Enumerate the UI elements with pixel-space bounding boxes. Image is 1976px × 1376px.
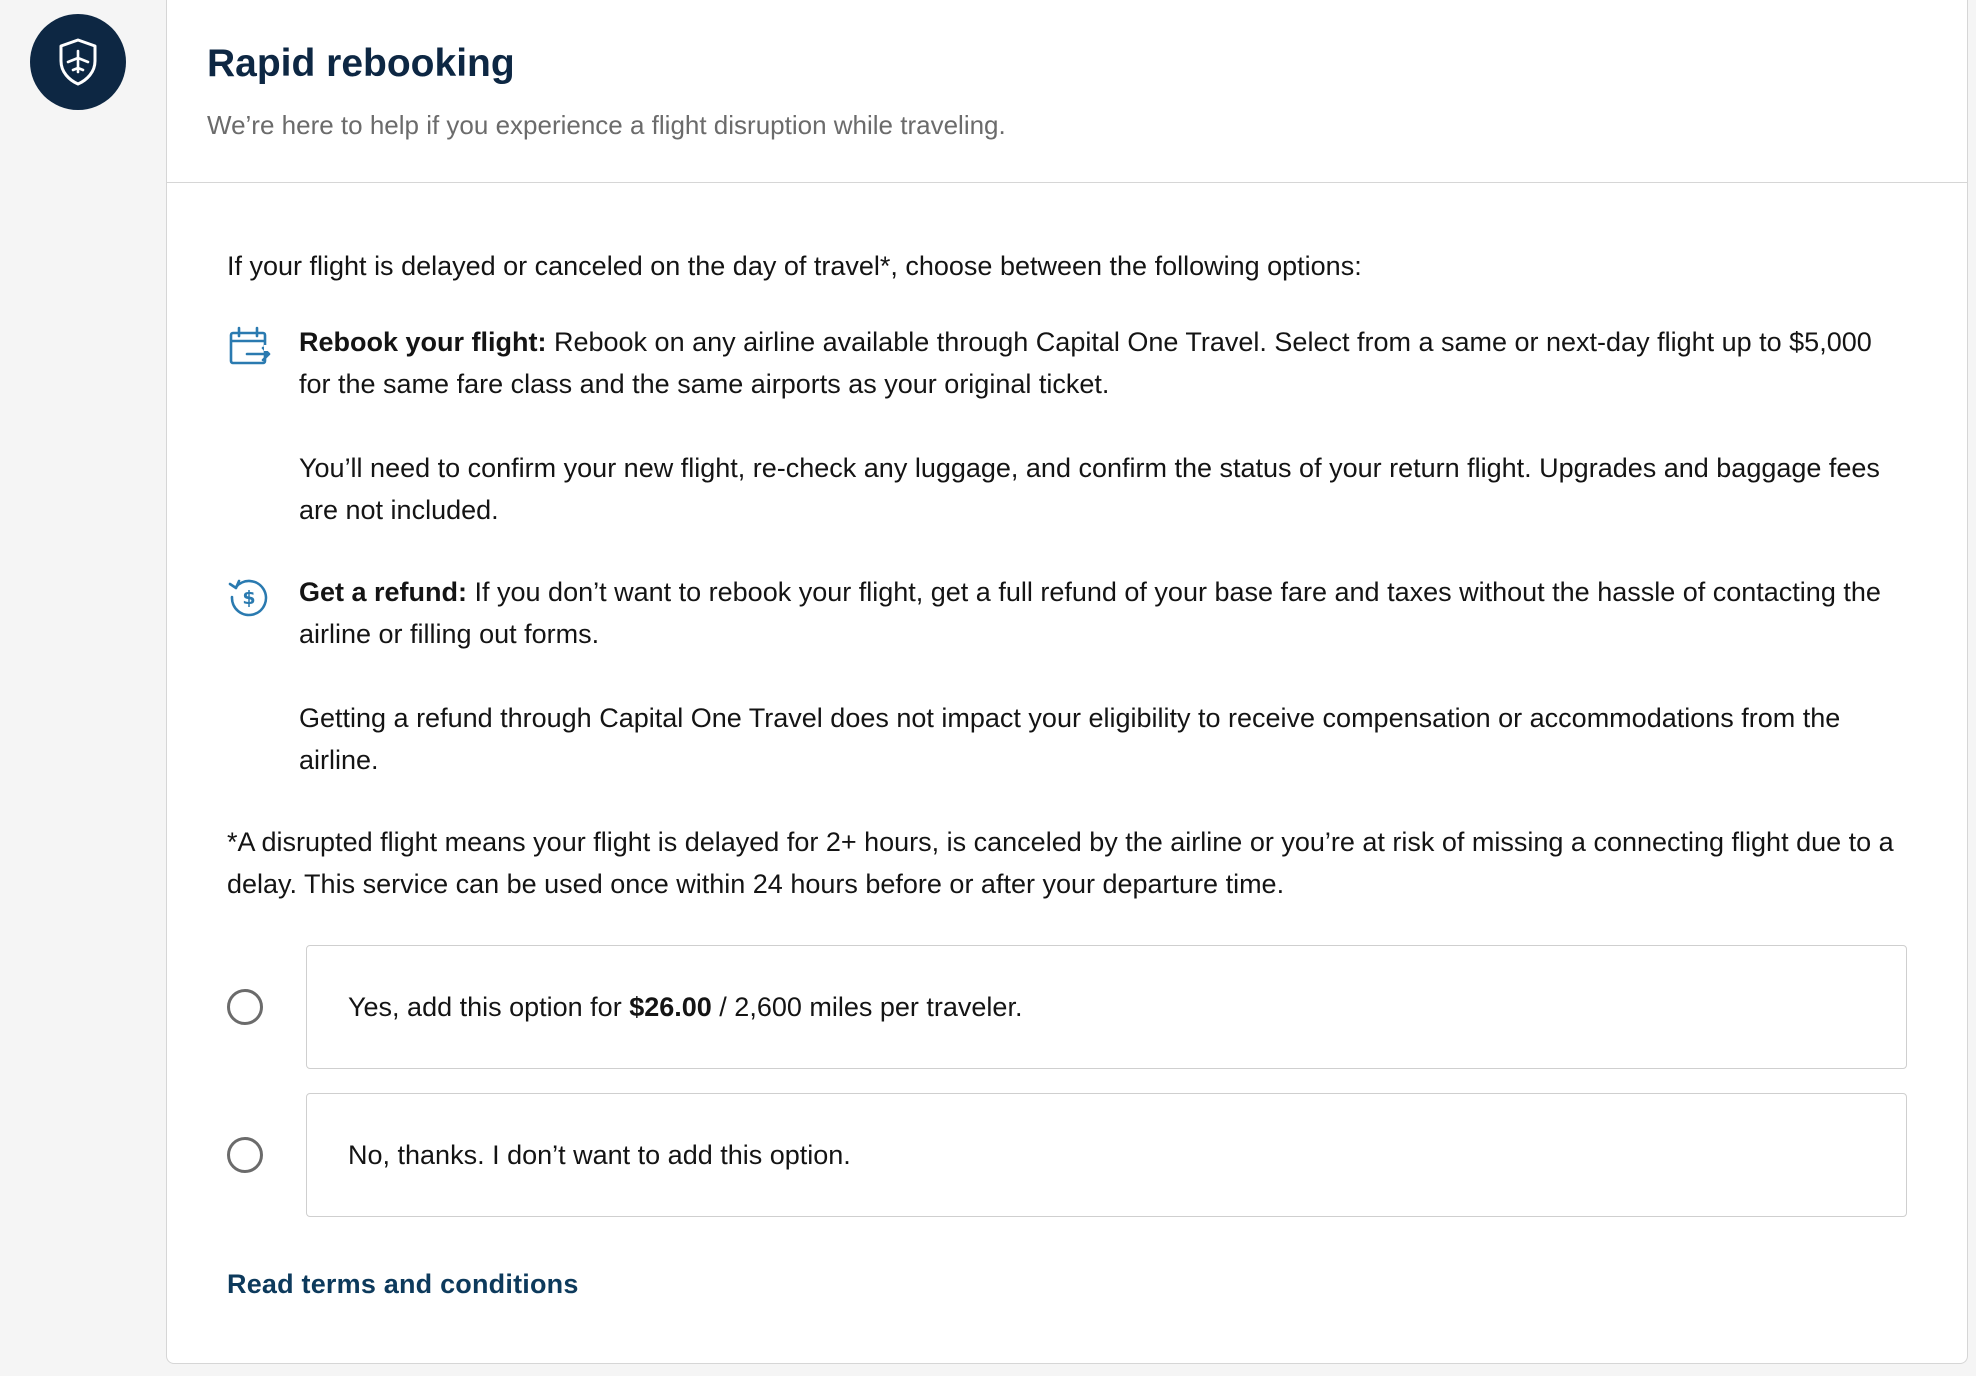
choice-yes-suffix: / 2,600 miles per traveler.: [711, 992, 1023, 1022]
svg-text:$: $: [242, 587, 256, 609]
choice-no[interactable]: [227, 1093, 1907, 1217]
option-refund: [227, 571, 1907, 781]
option-rebook-text: [299, 321, 1907, 531]
calendar-arrow-icon: [227, 325, 271, 369]
protection-badge: [30, 14, 126, 110]
choice-yes-box[interactable]: [306, 945, 1907, 1069]
choice-yes-prefix: Yes, add this option for: [348, 992, 630, 1022]
option-icon-wrap: [227, 321, 299, 381]
option-icon-wrap: [227, 571, 299, 631]
option-refund-label: Get a refund:: [299, 577, 468, 607]
option-rebook: [227, 321, 1907, 531]
card-body: [167, 183, 1967, 1305]
option-refund-note: Getting a refund through Capital One Travel does not impact your eligibility to receive compensation or accommodations from the airline.: [299, 703, 1841, 775]
terms-link[interactable]: Read terms and conditions: [227, 1269, 579, 1299]
radio-no[interactable]: [227, 1137, 263, 1173]
rapid-rebooking-card: [166, 0, 1968, 1364]
option-rebook-note: You’ll need to confirm your new flight, re-check any luggage, and confirm the status of your return flight. Upgrades and baggage fees are not included.: [299, 453, 1880, 525]
option-refund-text: [299, 571, 1907, 781]
disruption-footnote: *A disrupted flight means your flight is delayed for 2+ hours, is canceled by the airline or you’re at risk of missing a connecting flight due to a delay. This service can be used once within 24 hours before or after your departure time.: [227, 827, 1894, 899]
choice-yes-label: [348, 986, 1022, 1028]
option-rebook-body: Rebook on any airline available through Capital One Travel. Select from a same or next-day flight up to $5,000 for the same fare class and the same airports as your original ticket.: [299, 327, 1872, 399]
refund-dollar-icon: [227, 575, 271, 619]
choice-no-label: No, thanks. I don’t want to add this option.: [348, 1140, 851, 1170]
option-refund-body: If you don’t want to rebook your flight, get a full refund of your base fare and taxes without the hassle of contacting the airline or filling out forms.: [299, 577, 1881, 649]
choice-no-box[interactable]: [306, 1093, 1907, 1217]
choice-yes[interactable]: [227, 945, 1907, 1069]
option-rebook-label: Rebook your flight:: [299, 327, 547, 357]
card-subtitle: We’re here to help if you experience a flight disruption while traveling.: [207, 110, 1006, 140]
choice-yes-price: $26.00: [629, 992, 712, 1022]
choice-group: [227, 945, 1907, 1217]
intro-text: If your flight is delayed or canceled on the day of travel*, choose between the following options:: [227, 251, 1362, 281]
shield-plane-icon: [56, 37, 100, 87]
radio-yes[interactable]: [227, 989, 263, 1025]
card-title: Rapid rebooking: [207, 42, 515, 85]
card-header: [167, 0, 1967, 183]
option-refund-description: [299, 571, 1907, 655]
option-rebook-description: [299, 321, 1907, 405]
